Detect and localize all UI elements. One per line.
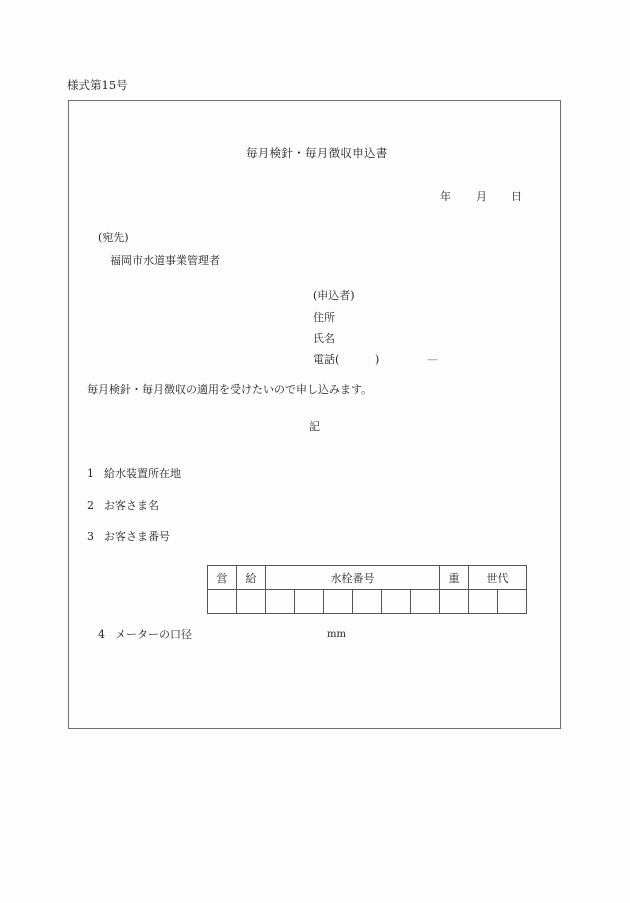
form-number: 様式第15号	[67, 78, 128, 92]
item-customer-number	[87, 531, 170, 542]
item-label: お客さま名	[104, 499, 159, 512]
item-number: 2	[87, 499, 94, 512]
ki-heading: 記	[309, 420, 320, 433]
item-number: 4	[98, 628, 105, 641]
name-label: 氏名	[313, 332, 335, 345]
item-number: 3	[87, 530, 94, 543]
addressee-name: 福岡市水道事業管理者	[110, 254, 220, 267]
input-cell-faucet-2[interactable]	[295, 590, 324, 614]
meter-unit-mm: mm	[327, 629, 346, 640]
applicant-label: (申込者)	[313, 289, 355, 302]
input-cell-faucet-6[interactable]	[411, 590, 440, 614]
input-cell-generation-1[interactable]	[469, 590, 498, 614]
header-kyu: 給	[237, 566, 266, 590]
customer-number-table	[207, 565, 527, 614]
header-faucet-number: 水栓番号	[266, 566, 440, 590]
address-label: 住所	[313, 311, 335, 324]
date-day-label: 日	[511, 190, 522, 203]
input-cell-faucet-1[interactable]	[266, 590, 295, 614]
application-statement: 毎月検針・毎月徴収の適用を受けたいので申し込みます。	[87, 383, 373, 396]
item-supply-location	[87, 468, 181, 479]
phone-dash: —	[427, 353, 438, 366]
table-input-row	[208, 590, 527, 614]
table-header-row	[208, 566, 527, 590]
header-ei: 営	[208, 566, 237, 590]
input-cell-ju[interactable]	[440, 590, 469, 614]
input-cell-faucet-4[interactable]	[353, 590, 382, 614]
date-month-label: 月	[476, 190, 487, 203]
input-cell-faucet-5[interactable]	[382, 590, 411, 614]
addressee-label: (宛先)	[98, 231, 129, 244]
item-customer-name	[87, 500, 159, 511]
form-title: 毎月検針・毎月徴収申込書	[246, 146, 388, 160]
input-cell-kyu[interactable]	[237, 590, 266, 614]
input-cell-faucet-3[interactable]	[324, 590, 353, 614]
date-year-label: 年	[440, 190, 451, 203]
input-cell-ei[interactable]	[208, 590, 237, 614]
header-generation: 世代	[469, 566, 527, 590]
item-number: 1	[87, 467, 94, 480]
phone-close-paren: )	[375, 353, 380, 366]
input-cell-generation-2[interactable]	[498, 590, 527, 614]
item-label: お客さま番号	[104, 530, 170, 543]
phone-label: 電話(	[313, 353, 340, 366]
item-label: メーターの口径	[115, 628, 192, 641]
header-ju: 重	[440, 566, 469, 590]
item-label: 給水装置所在地	[104, 467, 181, 480]
item-meter-diameter	[98, 629, 192, 640]
